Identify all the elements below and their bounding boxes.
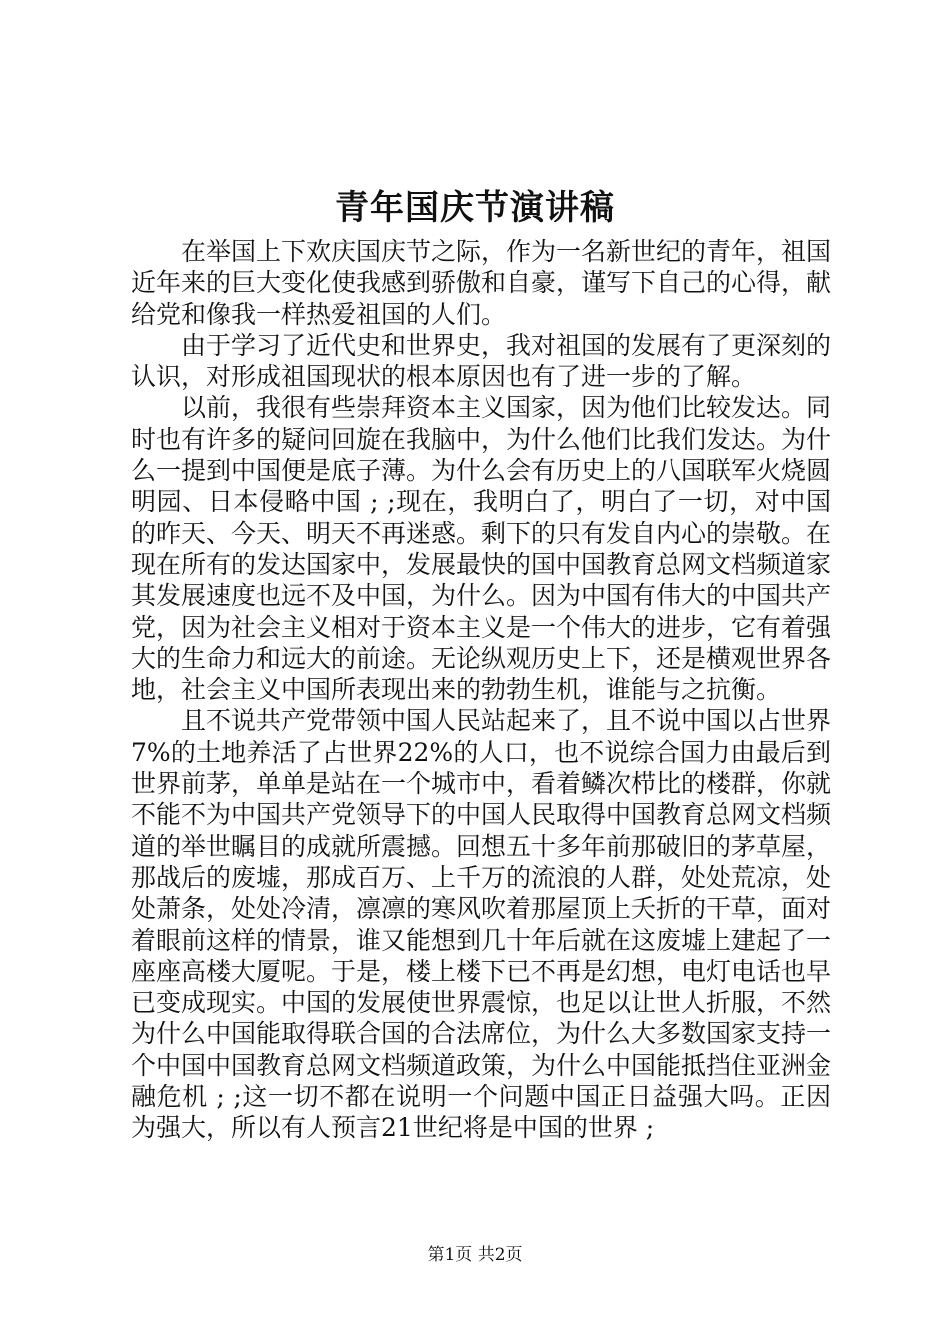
page-footer: 第1页 共2页 [427, 1245, 523, 1265]
paragraph-1: 在举国上下欢庆国庆节之际，作为一名新世纪的青年，祖国近年来的巨大变化使我感到骄傲和自豪，谨写下自己的心得，献给党和像我一样热爱祖国的人们。 [131, 237, 832, 329]
paragraph-2: 由于学习了近代史和世界史，我对祖国的发展有了更深刻的认识，对形成祖国现状的根本原因也有了进一步的了解。 [131, 330, 832, 392]
paragraph-4: 且不说共产党带领中国人民站起来了，且不说中国以占世界7%的土地养活了占世界22%的人口，也不说综合国力由最后到世界前茅，单单是站在一个城市中，看着鳞次栉比的楼群，你就不能不为中国共产党领导下的中国人民取得中国教育总网文档频道的举世瞩目的成就所震撼。回想五十多年前那破旧的茅草屋，那战后的废墟，那成百万、上千万的流浪的人群，处处荒凉，处处萧条，处处冷清，凛凛的寒风吹着那屋顶上夭折的干草，面对着眼前这样的情景，谁又能想到几十年后就在这废墟上建起了一座座高楼大厦呢。于是，楼上楼下已不再是幻想，电灯电话也早已变成现实。中国的发展使世界震惊，也足以让世人折服，不然为什么中国能取得联合国的合法席位，为什么大多数国家支持一个中国中国教育总网文档频道政策，为什么中国能抵挡住亚洲金融危机 ; ;这一切不都在说明一个问题中国正日益强大吗。正因为强大，所以有人预言21世纪将是中国的世界 ; [131, 706, 832, 1143]
paragraph-3: 以前，我很有些崇拜资本主义国家，因为他们比较发达。同时也有许多的疑问回旋在我脑中，为什么他们比我们发达。为什么一提到中国便是底子薄。为什么会有历史上的八国联军火烧圆明园、日本侵略中国 ; ;现在，我明白了，明白了一切，对中国的昨天、今天、明天不再迷惑。剩下的只有发自内心的崇敬。在现在所有的发达国家中，发展最快的国中国教育总网文档频道家其发展速度也远不及中国，为什么。因为中国有伟大的中国共产党，因为社会主义相对于资本主义是一个伟大的进步，它有着强大的生命力和远大的前途。无论纵观历史上下，还是横观世界各地，社会主义中国所表现出来的勃勃生机，谁能与之抗衡。 [131, 393, 832, 705]
document-body [131, 236, 831, 1144]
document-title: 青年国庆节演讲稿 [335, 188, 615, 228]
